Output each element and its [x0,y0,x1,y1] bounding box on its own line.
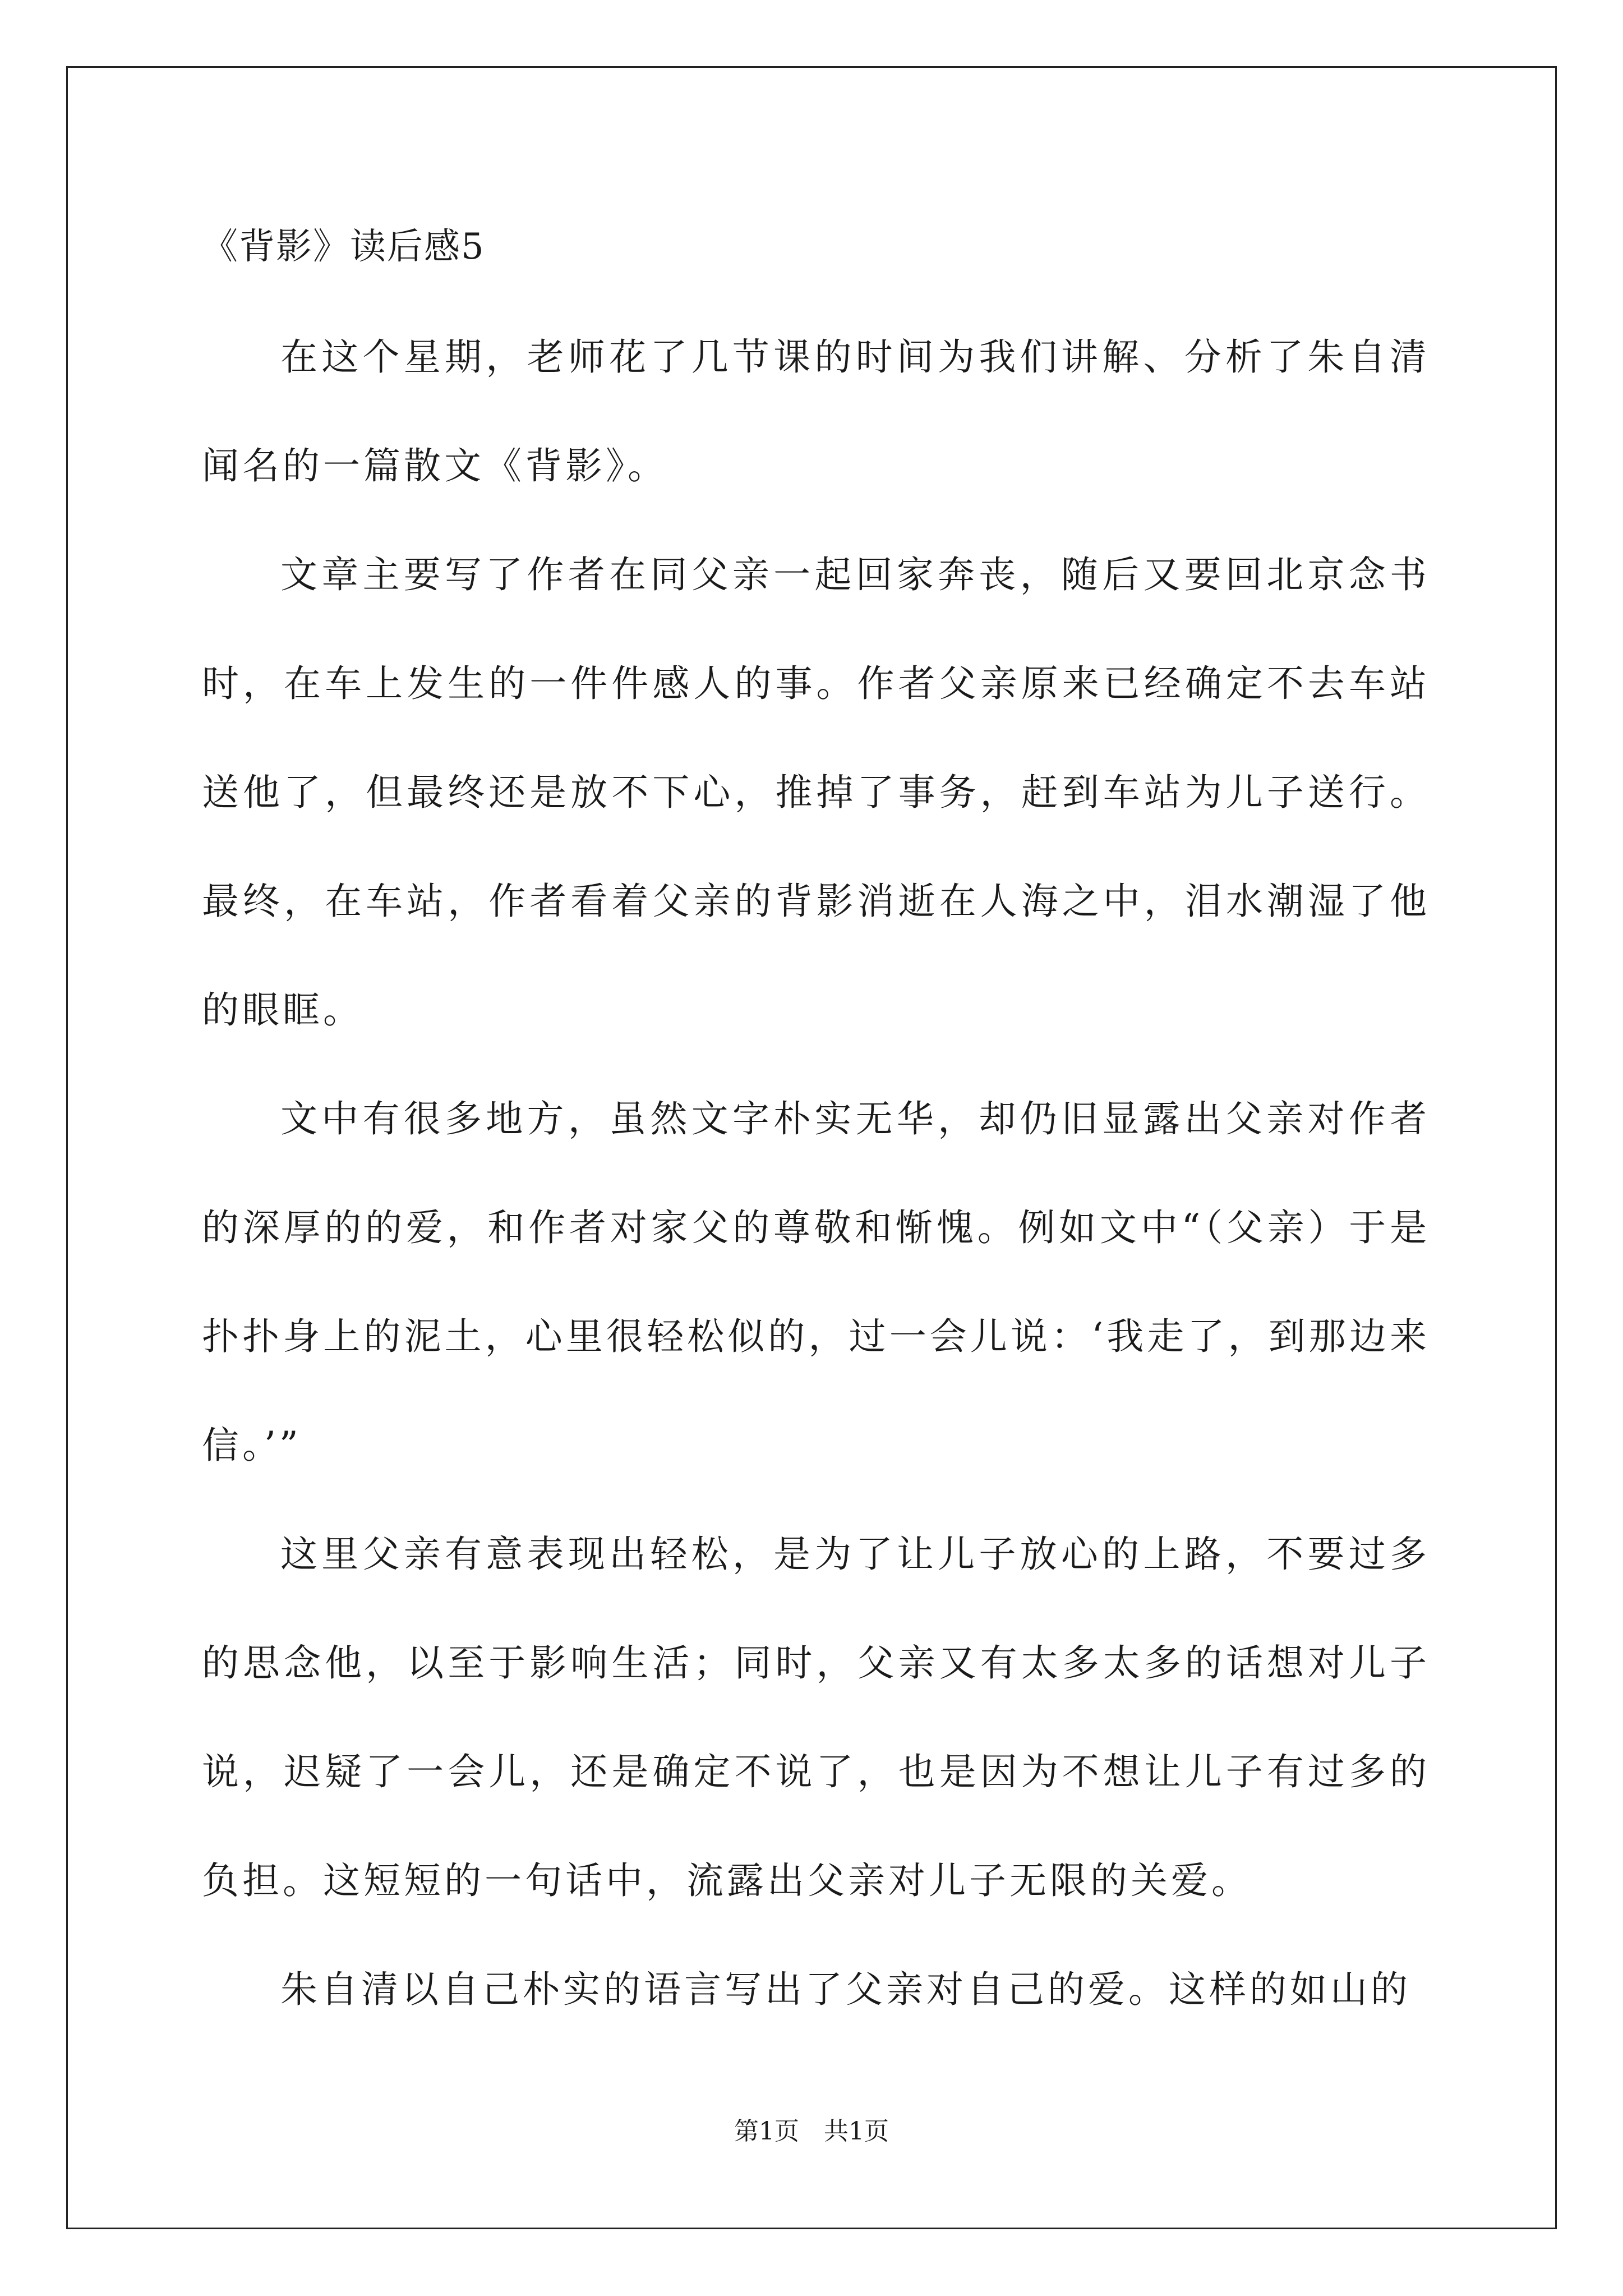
document-title: 《背影》读后感5 [202,226,485,268]
paragraph-4: 这里父亲有意表现出轻松，是为了让儿子放心的上路，不要过多的思念他，以至于影响生活；同时，父亲又有太多太多的话想对儿子说，迟疑了一会儿，还是确定不说了，也是因为不想让儿子有过多的负担。这短短的一句话中，流露出父亲对儿子无限的关爱。 [202,1533,1430,1902]
paragraph-2: 文章主要写了作者在同父亲一起回家奔丧，随后又要回北京念书时，在车上发生的一件件感人的事。作者父亲原来已经确定不去车站送他了，但最终还是放不下心，推掉了事务，赶到车站为儿子送行。最终，在车站，作者看着父亲的背影消逝在人海之中，泪水潮湿了他的眼眶。 [202,553,1430,1032]
page-number-footer: 第1页 共1页 [734,2117,889,2146]
paragraph-5: 朱自清以自己朴实的语言写出了父亲对自己的爱。这样的如山的 [280,1968,1411,2011]
paragraph-3: 文中有很多地方，虽然文字朴实无华，却仍旧显露出父亲对作者的深厚的的爱，和作者对家父的尊敬和惭愧。例如文中“（父亲）于是扑扑身上的泥土，心里很轻松似的，过一会儿说：‘我走了，到那边来信。’” [202,1097,1430,1467]
document-body [202,213,1430,2044]
paragraph-1: 在这个星期，老师花了几节课的时间为我们讲解、分析了朱自清闻名的一篇散文《背影》。 [202,335,1430,487]
